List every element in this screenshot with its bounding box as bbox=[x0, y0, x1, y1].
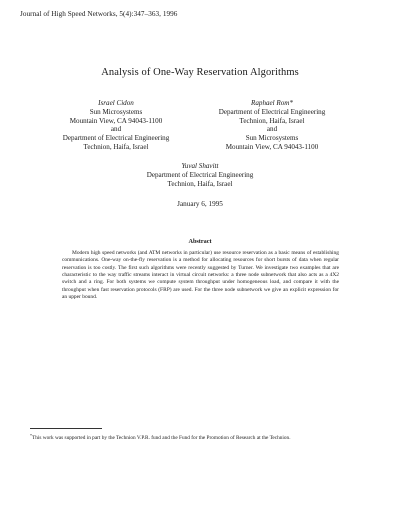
affiliation-line: and bbox=[110, 125, 122, 134]
author-block-shavitt bbox=[130, 162, 270, 188]
paper-title: Analysis of One-Way Reservation Algorithms bbox=[101, 67, 299, 78]
footnote-marker: * bbox=[30, 433, 32, 438]
footnote-divider bbox=[30, 428, 102, 429]
affiliation-line: Technion, Haifa, Israel bbox=[239, 116, 305, 125]
journal-header: Journal of High Speed Networks, 5(4):347–363, 1996 bbox=[20, 10, 178, 18]
affiliation-line: Technion, Haifa, Israel bbox=[167, 179, 233, 188]
affiliation-line: Technion, Haifa, Israel bbox=[83, 142, 149, 151]
affiliation-line: and bbox=[266, 125, 278, 134]
affiliation-line: Sun Microsystems bbox=[245, 134, 299, 143]
footnote-text: This work was supported in part by the Technion V.P.R. fund and the Fund for the Promotion of Research at the Technion. bbox=[32, 435, 291, 441]
affiliation-line: Sun Microsystems bbox=[89, 107, 143, 116]
affiliation-line: Department of Electrical Engineering bbox=[62, 134, 170, 143]
footnote bbox=[30, 432, 365, 442]
affiliation-line: Mountain View, CA 94043-1100 bbox=[69, 116, 163, 125]
author-block-cidon bbox=[50, 99, 182, 152]
author-name: Raphael Rom* bbox=[251, 99, 293, 107]
affiliation-line: Department of Electrical Engineering bbox=[146, 170, 254, 179]
paper-date: January 6, 1995 bbox=[177, 200, 223, 208]
author-name: Yuval Shavitt bbox=[181, 162, 219, 170]
author-name: Israel Cidon bbox=[98, 99, 134, 107]
affiliation-line: Department of Electrical Engineering bbox=[218, 107, 326, 116]
author-block-rom bbox=[204, 99, 340, 152]
affiliation-line: Mountain View, CA 94043-1100 bbox=[225, 142, 319, 151]
abstract-heading: Abstract bbox=[188, 238, 212, 245]
abstract-text: Modern high speed networks (and ATM networks in particular) use resource reservation as a basic means of establishing communications. One-way on-the-fly reservation is a method for allocating resources for short bursts of data when regular reservation is too costly. The first such algorithms were recently suggested by Turner. We investigate two examples that are characteristic to the way traffic streams interact in virtual circuit networks: a three node subnetwork that also acts as a 4X2 switch and a ring. For both systems we compute system throughput under homogeneous load, and compare it with the throughput when fast reservation protocols (FRP) are used. For the three node subnetwork we give an explicit expression for an upper bound. bbox=[62, 250, 339, 301]
